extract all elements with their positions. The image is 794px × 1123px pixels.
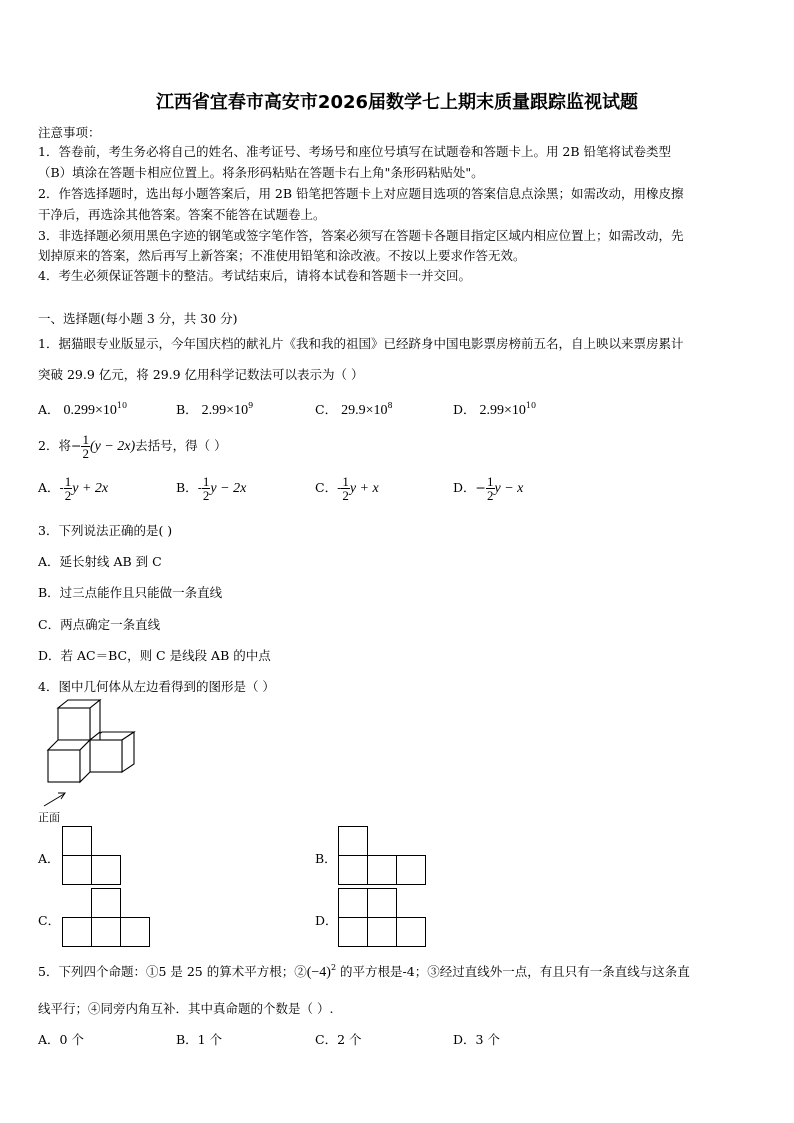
q3-option-a: A．延长射线 AB 到 C (38, 554, 162, 569)
q4-option-c-label: C． (38, 913, 61, 928)
q4-option-b-label: B． (315, 851, 337, 866)
q1-stem-line2: 突破 29.9 亿元，将 29.9 亿用科学记数法可以表示为（ ） (38, 367, 364, 382)
q3-option-c: C．两点确定一条直线 (38, 617, 161, 632)
q2-option-c: C．- $\frac{1}{2}$ y + x (315, 474, 379, 503)
q5-stem-line2: 线平行；④同旁内角互补．其中真命题的个数是（ ）. (38, 1001, 334, 1016)
notice-line: 划掉原来的答案，然后再写上新答案；不准使用铅笔和涂改液。不按以上要求作答无效。 (38, 248, 526, 263)
notice-heading: 注意事项： (38, 125, 101, 140)
section-heading: 一、选择题(每小题 3 分，共 30 分) (38, 311, 238, 326)
q1-option-d: D． $2.99\times 10^{10}$ (453, 401, 537, 418)
notice-line: 3．非选择题必须用黑色字迹的钢笔或签字笔作答，答案必须写在答题卡各题目指定区域内相应位置上；如需改动，先 (38, 228, 684, 243)
notice-line: 干净后，再选涂其他答案。答案不能答在试题卷上。 (38, 207, 326, 222)
q2-option-a: A．- $\frac{1}{2}$ y + 2x (38, 474, 109, 503)
q2-option-b: B．- $\frac{1}{2}$ y − 2x (176, 474, 247, 503)
q2-fraction: $\frac{1}{2}$ (82, 432, 89, 461)
q4-option-a-label: A． (38, 851, 60, 866)
notice-line: 4．考生必须保证答题卡的整洁。考试结束后，请将本试卷和答题卡一并交回。 (38, 268, 471, 283)
q1-option-a: A． $0.299\times 10^{10}$ (38, 401, 128, 418)
notice-line: 1．答卷前，考生务必将自己的姓名、准考证号、考场号和座位号填写在试题卷和答题卡上。用 2B 铅笔将试卷类型 (38, 144, 672, 159)
q1-option-b: B． $2.99\times 10^9$ (176, 401, 254, 418)
q5-option-c: C．2 个 (315, 1032, 362, 1047)
q4-stem: 4．图中几何体从左边看得到的图形是（ ） (38, 679, 275, 694)
q2-stem: 2．将− $\frac{1}{2}$ (y − 2x)去括号，得（ ） (38, 432, 227, 461)
page-title: 江西省宜春市高安市2026届数学七上期末质量跟踪监视试题 (155, 92, 639, 113)
q4-option-d-label: D． (315, 913, 338, 928)
q2-option-d: D．− $\frac{1}{2}$ y − x (453, 474, 524, 503)
q1-option-c: C． $29.9\times 10^8$ (315, 401, 393, 418)
q5-stem-line1: 5．下列四个命题：①5 是 25 的算术平方根；$②(-4)^2$ 的平方根是-4；③经过直线外一点，有且只有一条直线与这条直 (38, 963, 690, 980)
q5-option-d: D．3 个 (453, 1032, 500, 1047)
q3-option-d: D．若 AC＝BC，则 C 是线段 AB 的中点 (38, 648, 271, 663)
q4-solid-figure (38, 698, 148, 808)
q1-stem-line1: 1．据猫眼专业版显示，今年国庆档的献礼片《我和我的祖国》已经跻身中国电影票房榜前五名，自上映以来票房累计 (38, 336, 684, 351)
q5-option-a: A．0 个 (38, 1032, 84, 1047)
q3-stem: 3．下列说法正确的是( ) (38, 523, 173, 538)
q3-option-b: B．过三点能作且只能做一条直线 (38, 585, 223, 600)
q5-option-b: B．1 个 (176, 1032, 223, 1047)
notice-line: （B）填涂在答题卡相应位置上。将条形码粘贴在答题卡右上角"条形码粘贴处"。 (38, 165, 484, 180)
front-label: 正面 (38, 811, 60, 824)
notice-line: 2．作答选择题时，选出每小题答案后，用 2B 铅笔把答题卡上对应题目选项的答案信息点涂黑；如需改动，用橡皮擦 (38, 186, 684, 201)
